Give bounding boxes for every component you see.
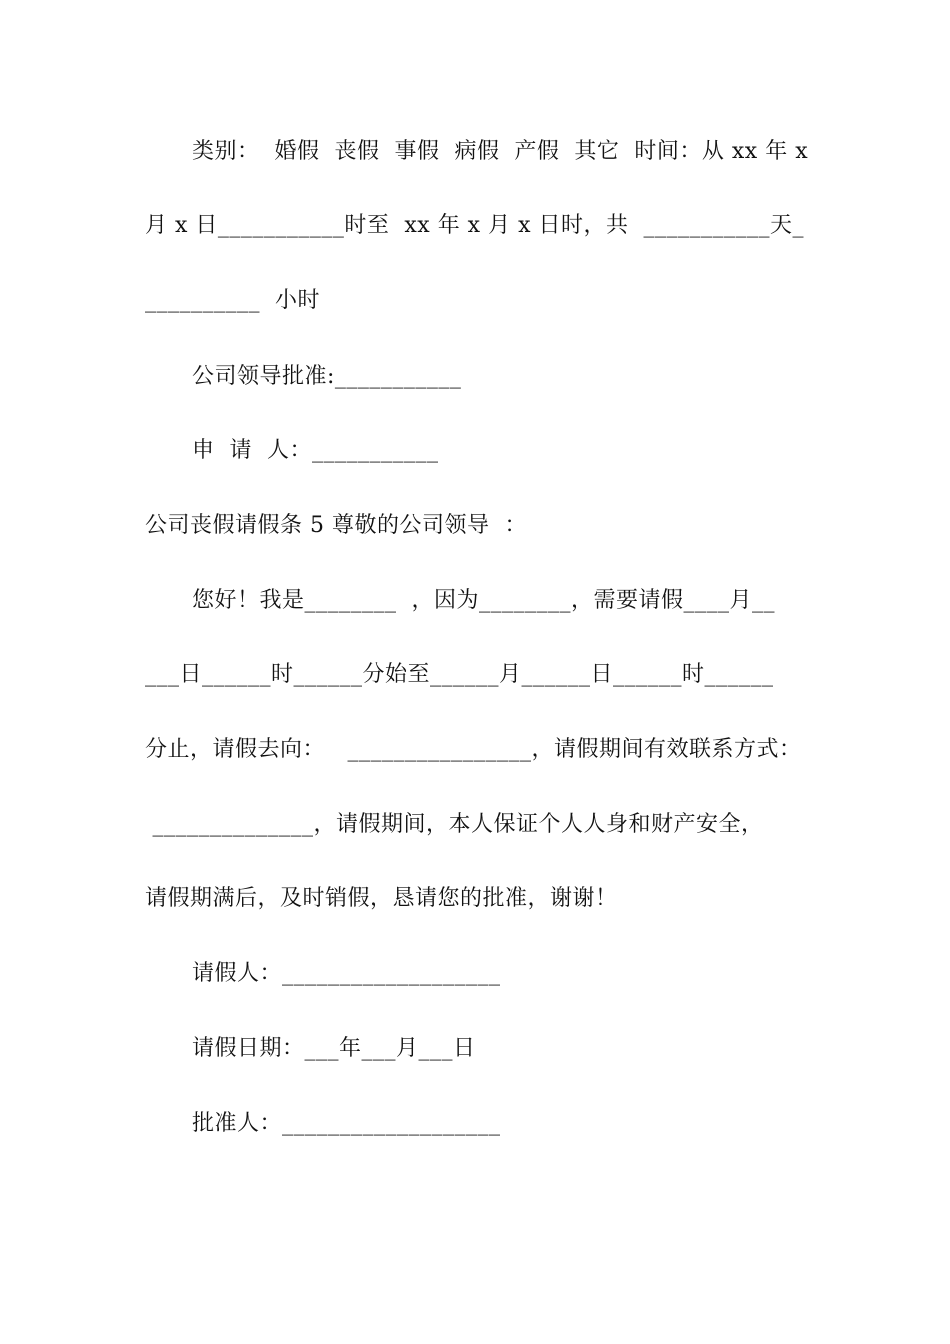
guarantee-line: ______________，请假期间，本人保证个人人身和财产安全，: [145, 812, 764, 837]
bereavement-leave-title: 公司丧假请假条 5 尊敬的公司领导 ：: [145, 513, 527, 538]
approver-line: 批准人：___________________: [192, 1111, 501, 1136]
closing-line: 请假期满后，及时销假，恳请您的批准，谢谢！: [145, 886, 618, 911]
destination-contact-line: 分止，请假去向： ________________，请假期间有效联系方式：: [145, 737, 802, 762]
applicant-line: 申 请 人：___________: [192, 438, 439, 463]
requester-line: 请假人：___________________: [192, 961, 501, 986]
leave-category-line: 类别： 婚假 丧假 事假 病假 产假 其它 时间：从 xx 年 x: [192, 139, 809, 164]
request-date-line: 请假日期：___年___月___日: [192, 1036, 476, 1061]
leave-hours-line: __________ 小时: [145, 288, 320, 313]
leader-approval-line: 公司领导批准:___________: [192, 364, 462, 389]
leave-period-line: ___日______时______分始至______月______日______时______: [145, 662, 774, 687]
greeting-line: 您好！我是________ ，因为________，需要请假____月__: [192, 588, 775, 613]
leave-time-line: 月 x 日___________时至 xx 年 x 月 x 日时，共 ___________天_: [145, 213, 804, 238]
